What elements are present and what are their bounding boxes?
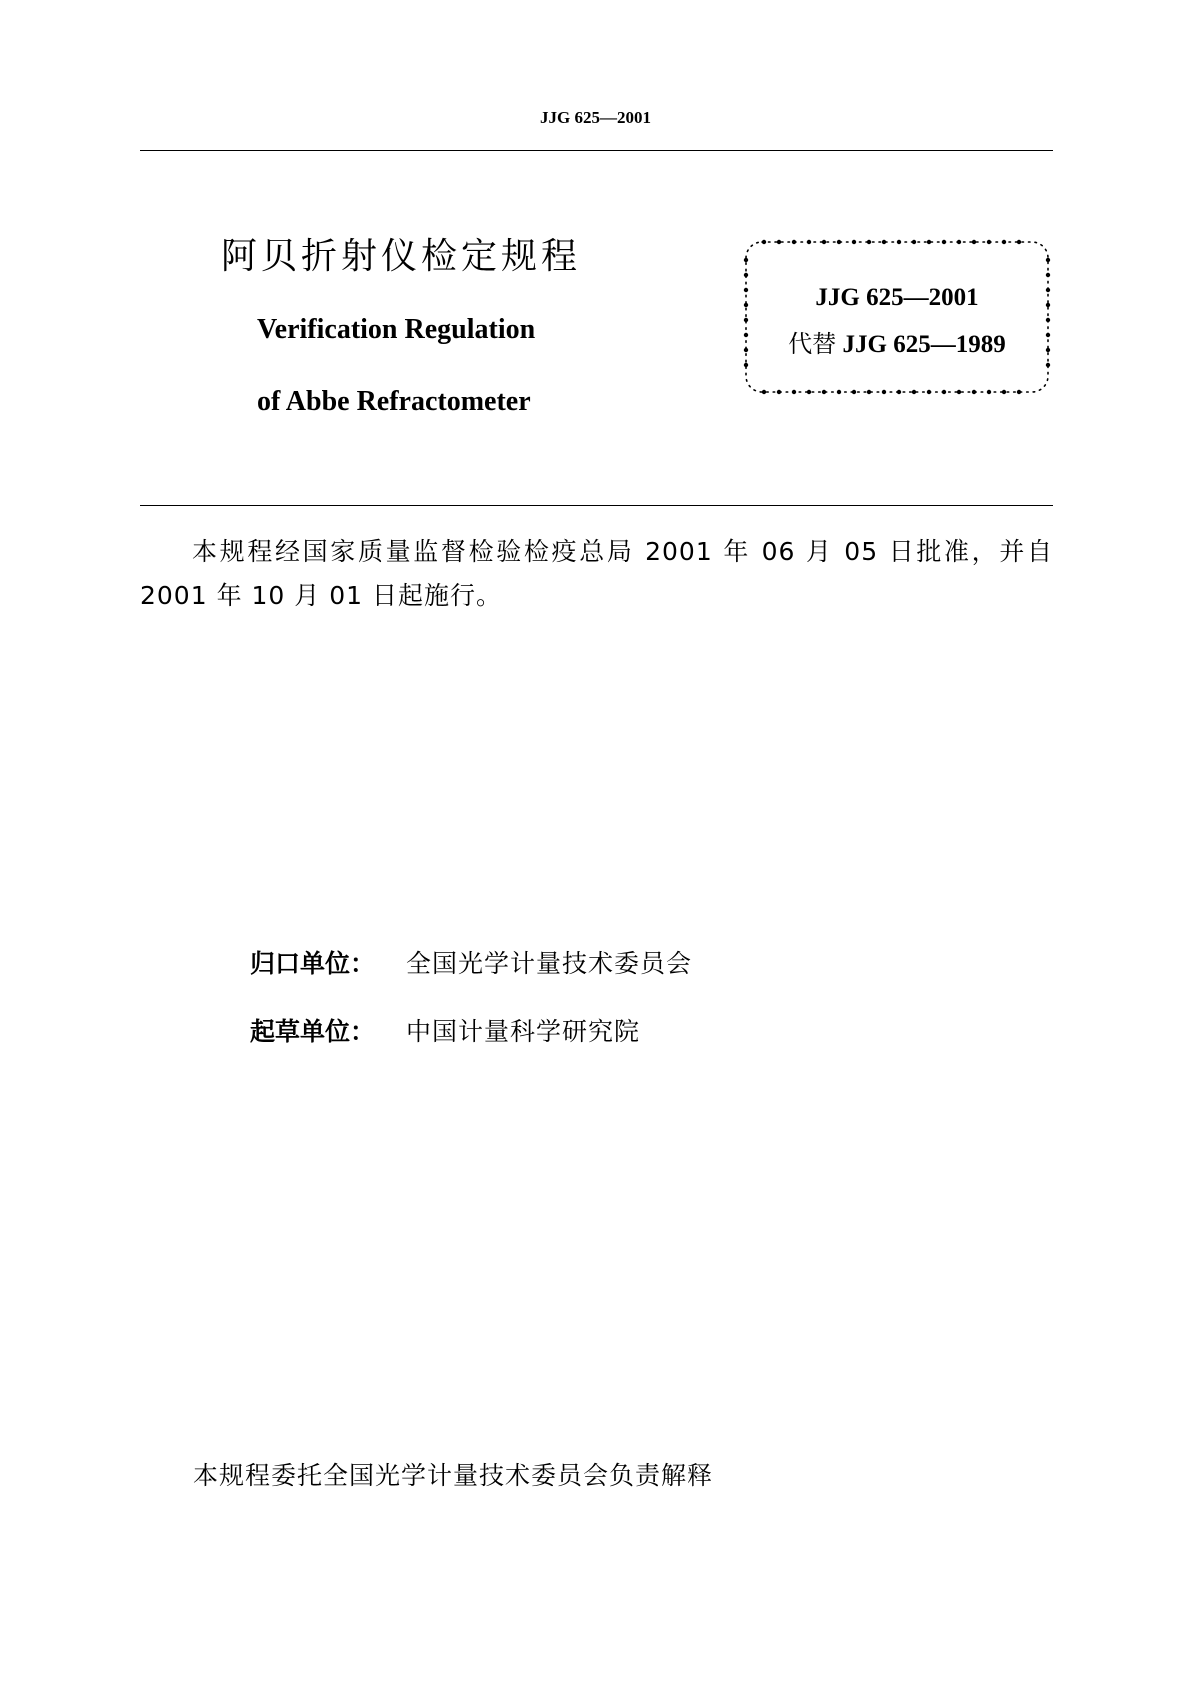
border-dot	[972, 390, 976, 394]
replaced-code: JJG 625—1989	[842, 331, 1006, 358]
responsible-unit-label: 归口单位：	[250, 949, 376, 978]
border-dot	[972, 240, 976, 244]
drafting-unit-row	[250, 1012, 640, 1048]
header-rule	[140, 150, 1053, 151]
border-dot	[1046, 258, 1050, 262]
code-box	[742, 238, 1052, 396]
running-header: JJG 625—2001	[540, 108, 651, 127]
border-dot	[897, 390, 901, 394]
border-dot	[942, 240, 946, 244]
drafting-unit-value: 中国计量科学研究院	[406, 1017, 641, 1046]
border-dot	[822, 390, 826, 394]
border-dot	[822, 240, 826, 244]
responsible-unit-row	[250, 944, 692, 980]
border-dot	[1017, 240, 1021, 244]
border-dot	[852, 240, 856, 244]
border-dot	[744, 258, 748, 262]
border-dot	[792, 390, 796, 394]
decorative-border	[742, 238, 1052, 396]
border-dot	[987, 390, 991, 394]
border-dot	[1046, 318, 1050, 322]
border-dot	[1046, 363, 1050, 367]
border-dot	[1017, 390, 1021, 394]
border-dot	[744, 363, 748, 367]
title-chinese: 阿贝折射仪检定规程	[221, 236, 582, 277]
border-dot	[777, 240, 781, 244]
border-dot	[867, 240, 871, 244]
border-dot	[744, 273, 748, 277]
border-dot	[744, 318, 748, 322]
border-dot	[867, 390, 871, 394]
border-dot	[882, 390, 886, 394]
border-dot	[927, 240, 931, 244]
border-dot	[942, 390, 946, 394]
responsible-unit-value: 全国光学计量技术委员会	[406, 949, 693, 978]
border-dot	[912, 390, 916, 394]
title-english-line2: of Abbe Refractometer	[257, 386, 531, 417]
border-dot	[852, 390, 856, 394]
border-dot	[762, 240, 766, 244]
border-dot	[777, 390, 781, 394]
border-dot	[987, 240, 991, 244]
title-english-line1: Verification Regulation	[257, 314, 536, 345]
border-dot	[897, 240, 901, 244]
border-dot	[807, 390, 811, 394]
border-dot	[837, 240, 841, 244]
standard-code: JJG 625—2001	[815, 284, 979, 311]
border-dot	[1002, 240, 1006, 244]
border-dot	[807, 240, 811, 244]
border-dot	[957, 240, 961, 244]
border-dot	[927, 390, 931, 394]
interpretation-note: 本规程委托全国光学计量技术委员会负责解释	[193, 1461, 714, 1490]
border-dot	[792, 240, 796, 244]
drafting-unit-label: 起草单位：	[250, 1017, 376, 1046]
border-dot	[1002, 390, 1006, 394]
replaces-prefix: 代替	[788, 330, 837, 358]
approval-statement: 本规程经国家质量监督检验检疫总局 2001 年 06 月 05 日批准，并自 2001 年 10 月 01 日起施行。	[140, 537, 1053, 610]
border-dot	[912, 240, 916, 244]
border-dot	[957, 390, 961, 394]
border-dot	[762, 390, 766, 394]
border-dot	[1046, 273, 1050, 277]
replaces-line	[742, 324, 1052, 359]
border-dot	[882, 240, 886, 244]
border-dot	[837, 390, 841, 394]
section-rule	[140, 505, 1053, 506]
